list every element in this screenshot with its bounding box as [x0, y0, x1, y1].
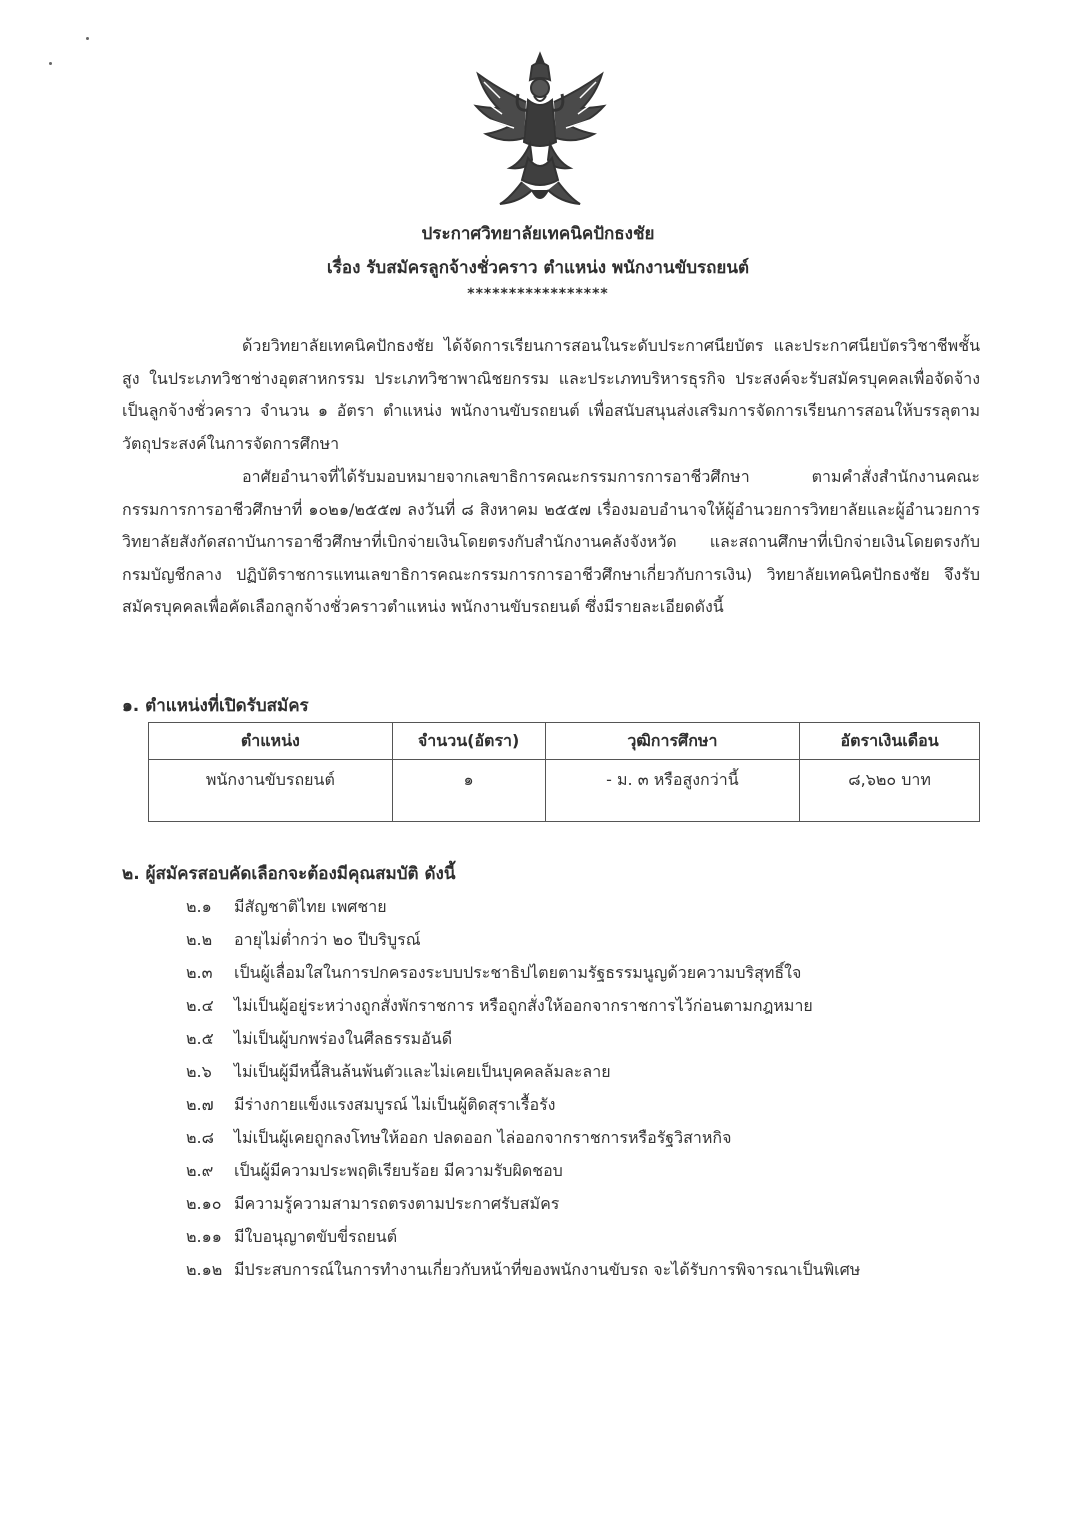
- section-1-heading: ๑. ตำแหน่งที่เปิดรับสมัคร: [122, 696, 309, 716]
- item-text: มีใบอนุญาตขับขี่รถยนต์: [234, 1227, 398, 1246]
- cell-salary: ๘,๖๒๐ บาท: [800, 760, 980, 822]
- announcement-subject: เรื่อง รับสมัครลูกจ้างชั่วคราว ตำแหน่ง พนักงานขับรถยนต์: [326, 258, 750, 278]
- garuda-emblem-icon: [470, 50, 610, 210]
- item-number: ๒.๓: [186, 963, 213, 982]
- column-header-position: ตำแหน่ง: [149, 723, 393, 760]
- item-text: ไม่เป็นผู้เคยถูกลงโทษให้ออก ปลดออก ไล่ออกจากราชการหรือรัฐวิสาหกิจ: [234, 1128, 732, 1147]
- item-number: ๒.๖: [186, 1062, 212, 1081]
- title-divider-stars: *****************: [467, 286, 609, 302]
- qualifications-list: [186, 895, 986, 1291]
- intro-paragraph-text: ด้วยวิทยาลัยเทคนิคปักธงชัย ได้จัดการเรียนการสอนในระดับประกาศนียบัตร และประกาศนียบัตรวิชาชีพชั้นสูง ในประเภทวิชาช่างอุตสาหกรรม ประเภทวิชาพาณิชยกรรม และประเภทบริหารธุรกิจ ประสงค์จะรับสมัครบุคคลเพื่อจัดจ้างเป็นลูกจ้างชั่วคราว จำนวน ๑ อัตรา ตำแหน่ง พนักงานขับรถยนต์ เพื่อสนับสนุนส่งเสริมการจัดการเรียนการสอนให้บรรลุตามวัตถุประสงค์ในการจัดการศึกษา: [122, 336, 980, 453]
- table-header-row: [149, 723, 980, 760]
- list-item: [186, 1060, 986, 1093]
- list-item: [186, 1159, 986, 1192]
- item-number: ๒.๑๑: [186, 1227, 222, 1246]
- item-text: เป็นผู้เลื่อมใสในการปกครองระบบประชาธิปไตยตามรัฐธรรมนูญด้วยความบริสุทธิ์ใจ: [234, 963, 802, 982]
- table-row: [149, 760, 980, 822]
- item-number: ๒.๔: [186, 996, 214, 1015]
- item-text: มีความรู้ความสามารถตรงตามประกาศรับสมัคร: [234, 1194, 560, 1213]
- list-item: [186, 1126, 986, 1159]
- list-item: [186, 928, 986, 961]
- item-number: ๒.๑๐: [186, 1194, 222, 1213]
- item-text: ไม่เป็นผู้บกพร่องในศีลธรรมอันดี: [234, 1029, 453, 1048]
- item-number: ๒.๗: [186, 1095, 214, 1114]
- column-header-count: จำนวน(อัตรา): [392, 723, 545, 760]
- item-number: ๒.๙: [186, 1161, 214, 1180]
- cell-position: พนักงานขับรถยนต์: [149, 760, 393, 822]
- list-item: [186, 1258, 986, 1291]
- column-header-education: วุฒิการศึกษา: [545, 723, 800, 760]
- item-text: อายุไม่ต่ำกว่า ๒๐ ปีบริบูรณ์: [234, 930, 421, 949]
- list-item: [186, 1093, 986, 1126]
- list-item: [186, 1027, 986, 1060]
- item-number: ๒.๘: [186, 1128, 214, 1147]
- column-header-salary: อัตราเงินเดือน: [800, 723, 980, 760]
- authority-paragraph: [122, 461, 980, 624]
- item-number: ๒.๒: [186, 930, 213, 949]
- section-2-heading: ๒. ผู้สมัครสอบคัดเลือกจะต้องมีคุณสมบัติ ดังนี้: [122, 864, 456, 884]
- list-item: [186, 1192, 986, 1225]
- positions-table: [148, 722, 980, 822]
- list-item: [186, 895, 986, 928]
- list-item: [186, 994, 986, 1027]
- item-text: มีประสบการณ์ในการทำงานเกี่ยวกับหน้าที่ของพนักงานขับรถ จะได้รับการพิจารณาเป็นพิเศษ: [234, 1260, 861, 1279]
- item-number: ๒.๕: [186, 1029, 214, 1048]
- scan-speck: [49, 62, 52, 65]
- list-item: [186, 1225, 986, 1258]
- scan-speck: [86, 37, 89, 40]
- authority-paragraph-text: อาศัยอำนาจที่ได้รับมอบหมายจากเลขาธิการคณะกรรมการการอาชีวศึกษา ตามคำสั่งสำนักงานคณะกรรมการการอาชีวศึกษาที่ ๑๐๒๑/๒๕๕๗ ลงวันที่ ๘ สิงหาคม ๒๕๕๗ เรื่องมอบอำนาจให้ผู้อำนวยการวิทยาลัยและผู้อำนวยการวิทยาลัยสังกัดสถาบันการอาชีวศึกษาที่เบิกจ่ายเงินโดยตรงกับสำนักงานคลังจังหวัด และสถานศึกษาที่เบิกจ่ายเงินโดยตรงกับกรมบัญชีกลาง ปฏิบัติราชการแทนเลขาธิการคณะกรรมการการอาชีวศึกษาเกี่ยวกับการเงิน) วิทยาลัยเทคนิคปักธงชัย จึงรับสมัครบุคคลเพื่อคัดเลือกลูกจ้างชั่วคราวตำแหน่ง พนักงานขับรถยนต์ ซึ่งมีรายละเอียดดังนี้: [122, 467, 980, 617]
- announcement-title: ประกาศวิทยาลัยเทคนิคปักธงชัย: [421, 224, 655, 244]
- item-text: ไม่เป็นผู้มีหนี้สินล้นพ้นตัวและไม่เคยเป็นบุคคลล้มละลาย: [234, 1062, 611, 1081]
- cell-education: - ม. ๓ หรือสูงกว่านี้: [545, 760, 800, 822]
- item-number: ๒.๑๒: [186, 1260, 223, 1279]
- intro-paragraph: [122, 330, 980, 460]
- cell-count: ๑: [392, 760, 545, 822]
- item-number: ๒.๑: [186, 897, 212, 916]
- item-text: ไม่เป็นผู้อยู่ระหว่างถูกสั่งพักราชการ หรือถูกสั่งให้ออกจากราชการไว้ก่อนตามกฎหมาย: [234, 996, 813, 1015]
- item-text: เป็นผู้มีความประพฤติเรียบร้อย มีความรับผิดชอบ: [234, 1161, 563, 1180]
- item-text: มีสัญชาติไทย เพศชาย: [234, 897, 387, 916]
- item-text: มีร่างกายแข็งแรงสมบูรณ์ ไม่เป็นผู้ติดสุราเรื้อรัง: [234, 1095, 556, 1114]
- list-item: [186, 961, 986, 994]
